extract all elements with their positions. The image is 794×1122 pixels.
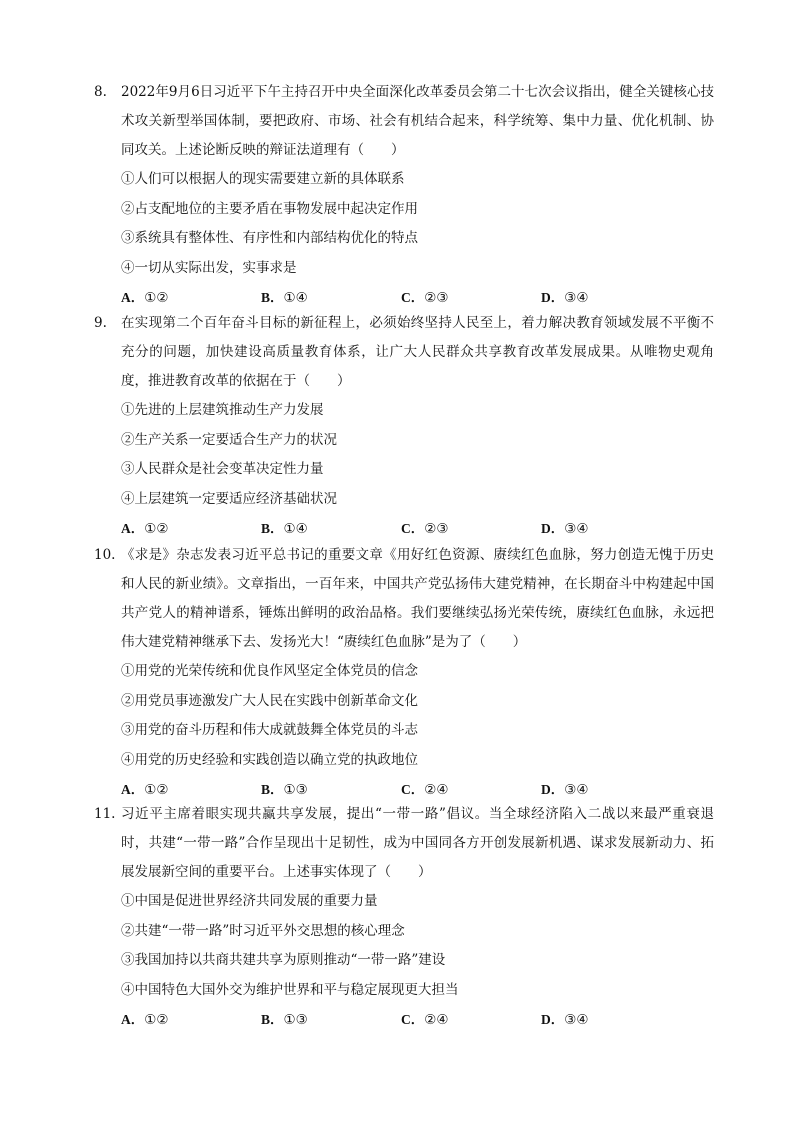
question-stem [94, 78, 714, 165]
answer-options [94, 1005, 714, 1036]
option-text: ①④ [283, 521, 308, 537]
question-10 [94, 541, 714, 806]
option-text: ②④ [424, 1012, 449, 1028]
question-number: 8. [94, 84, 107, 100]
option-c[interactable] [401, 1005, 541, 1036]
option-c[interactable] [401, 514, 541, 545]
option-text: ③④ [564, 1012, 589, 1028]
statement: ③系统具有整体性、有序性和内部结构优化的特点 [121, 230, 418, 246]
option-letter: B． [261, 290, 284, 305]
statement: ④用党的历史经验和实践创造以确立党的执政地位 [121, 751, 418, 768]
statement: ①先进的上层建筑推动生产力发展 [121, 402, 324, 418]
question-stem [94, 541, 714, 657]
option-letter: C． [401, 290, 425, 305]
statement: ①中国是促进世界经济共同发展的重要力量 [121, 893, 378, 909]
option-text: ③④ [564, 521, 589, 537]
option-d[interactable] [541, 1005, 681, 1036]
option-d[interactable] [541, 514, 681, 545]
option-text: ②④ [424, 782, 449, 798]
question-text: 在实现第二个百年奋斗目标的新征程上，必须始终坚持人民至上，着力解决教育领域发展不平衡不充分的问题，加快建设高质量教育体系，让广大人民群众共享教育改革发展成果。从唯物史观角度，推进教育改革的依据在于（ ） [121, 315, 714, 389]
answer-options [94, 514, 714, 545]
option-text: ②③ [424, 521, 449, 537]
option-letter: D． [541, 290, 565, 305]
statement: ③我国加持以共商共建共享为原则推动“一带一路”建设 [121, 952, 446, 968]
statement: ④上层建筑一定要适应经济基础状况 [121, 490, 337, 507]
option-letter: A． [121, 290, 145, 305]
option-text: ①② [144, 782, 169, 798]
statement: ①用党的光荣传统和优良作风坚定全体党员的信念 [121, 663, 418, 679]
question-9 [94, 309, 714, 545]
statement: ①人们可以根据人的现实需要建立新的具体联系 [121, 171, 405, 187]
option-text: ②③ [424, 290, 449, 306]
option-letter: A． [121, 1012, 145, 1027]
question-text: 《求是》杂志发表习近平总书记的重要文章《用好红色资源、赓续红色血脉，努力创造无愧于历史和人民的新业绩》。文章指出，一百年来，中国共产党弘扬伟大建党精神，在长期奋斗中构建起中国共产党人的精神谱系，锤炼出鲜明的政治品格。我们要继续弘扬光荣传统，赓续红色血脉，永远把伟大建党精神继承下去、发扬光大！“赓续红色血脉”是为了（ ） [121, 547, 714, 650]
option-letter: C． [401, 521, 425, 536]
question-number: 10. [94, 547, 116, 563]
option-text: ①③ [283, 782, 308, 798]
question-11 [94, 800, 714, 1036]
option-letter: C． [401, 782, 425, 797]
option-letter: B． [261, 1012, 284, 1027]
option-letter: D． [541, 521, 565, 536]
question-number: 11. [94, 806, 116, 822]
option-text: ①④ [283, 290, 308, 306]
option-b[interactable] [261, 514, 401, 545]
question-text: 2022年9月6日习近平下午主持召开中央全面深化改革委员会第二十七次会议指出，健全关键核心技术攻关新型举国体制，要把政府、市场、社会有机结合起来，科学统筹、集中力量、优化机制、协同攻关。上述论断反映的辩证法道理有（ ） [121, 84, 714, 158]
option-text: ③④ [564, 782, 589, 798]
option-text: ①② [144, 1012, 169, 1028]
option-letter: B． [261, 521, 284, 536]
statement: ②生产关系一定要适合生产力的状况 [121, 431, 337, 448]
option-b[interactable] [261, 1005, 401, 1036]
option-letter: A． [121, 521, 145, 536]
option-text: ①② [144, 290, 169, 306]
question-text: 习近平主席着眼实现共赢共享发展，提出“一带一路”倡议。当全球经济陷入二战以来最严重衰退时，共建“一带一路”合作呈现出十足韧性，成为中国同各方开创发展新机遇、谋求发展新动力、拓展发展新空间的重要平台。上述事实体现了（ ） [121, 806, 714, 880]
statement: ②占支配地位的主要矛盾在事物发展中起决定作用 [121, 200, 418, 217]
option-a[interactable] [121, 514, 261, 545]
question-8 [94, 78, 714, 314]
option-letter: D． [541, 782, 565, 797]
statement: ②共建“一带一路”时习近平外交思想的核心理念 [121, 922, 405, 939]
statement: ③人民群众是社会变革决定性力量 [121, 461, 324, 477]
statement: ④中国特色大国外交为维护世界和平与稳定展现更大担当 [121, 981, 459, 998]
question-number: 9. [94, 315, 107, 331]
statement: ②用党员事迹激发广大人民在实践中创新革命文化 [121, 692, 418, 709]
option-letter: C． [401, 1012, 425, 1027]
question-stem [94, 309, 714, 396]
statement: ④一切从实际出发，实事求是 [121, 259, 297, 276]
option-text: ③④ [564, 290, 589, 306]
question-stem [94, 800, 714, 887]
option-letter: A． [121, 782, 145, 797]
option-letter: D． [541, 1012, 565, 1027]
option-a[interactable] [121, 1005, 261, 1036]
option-text: ①③ [283, 1012, 308, 1028]
option-text: ①② [144, 521, 169, 537]
statement: ③用党的奋斗历程和伟大成就鼓舞全体党员的斗志 [121, 722, 418, 738]
option-letter: B． [261, 782, 284, 797]
